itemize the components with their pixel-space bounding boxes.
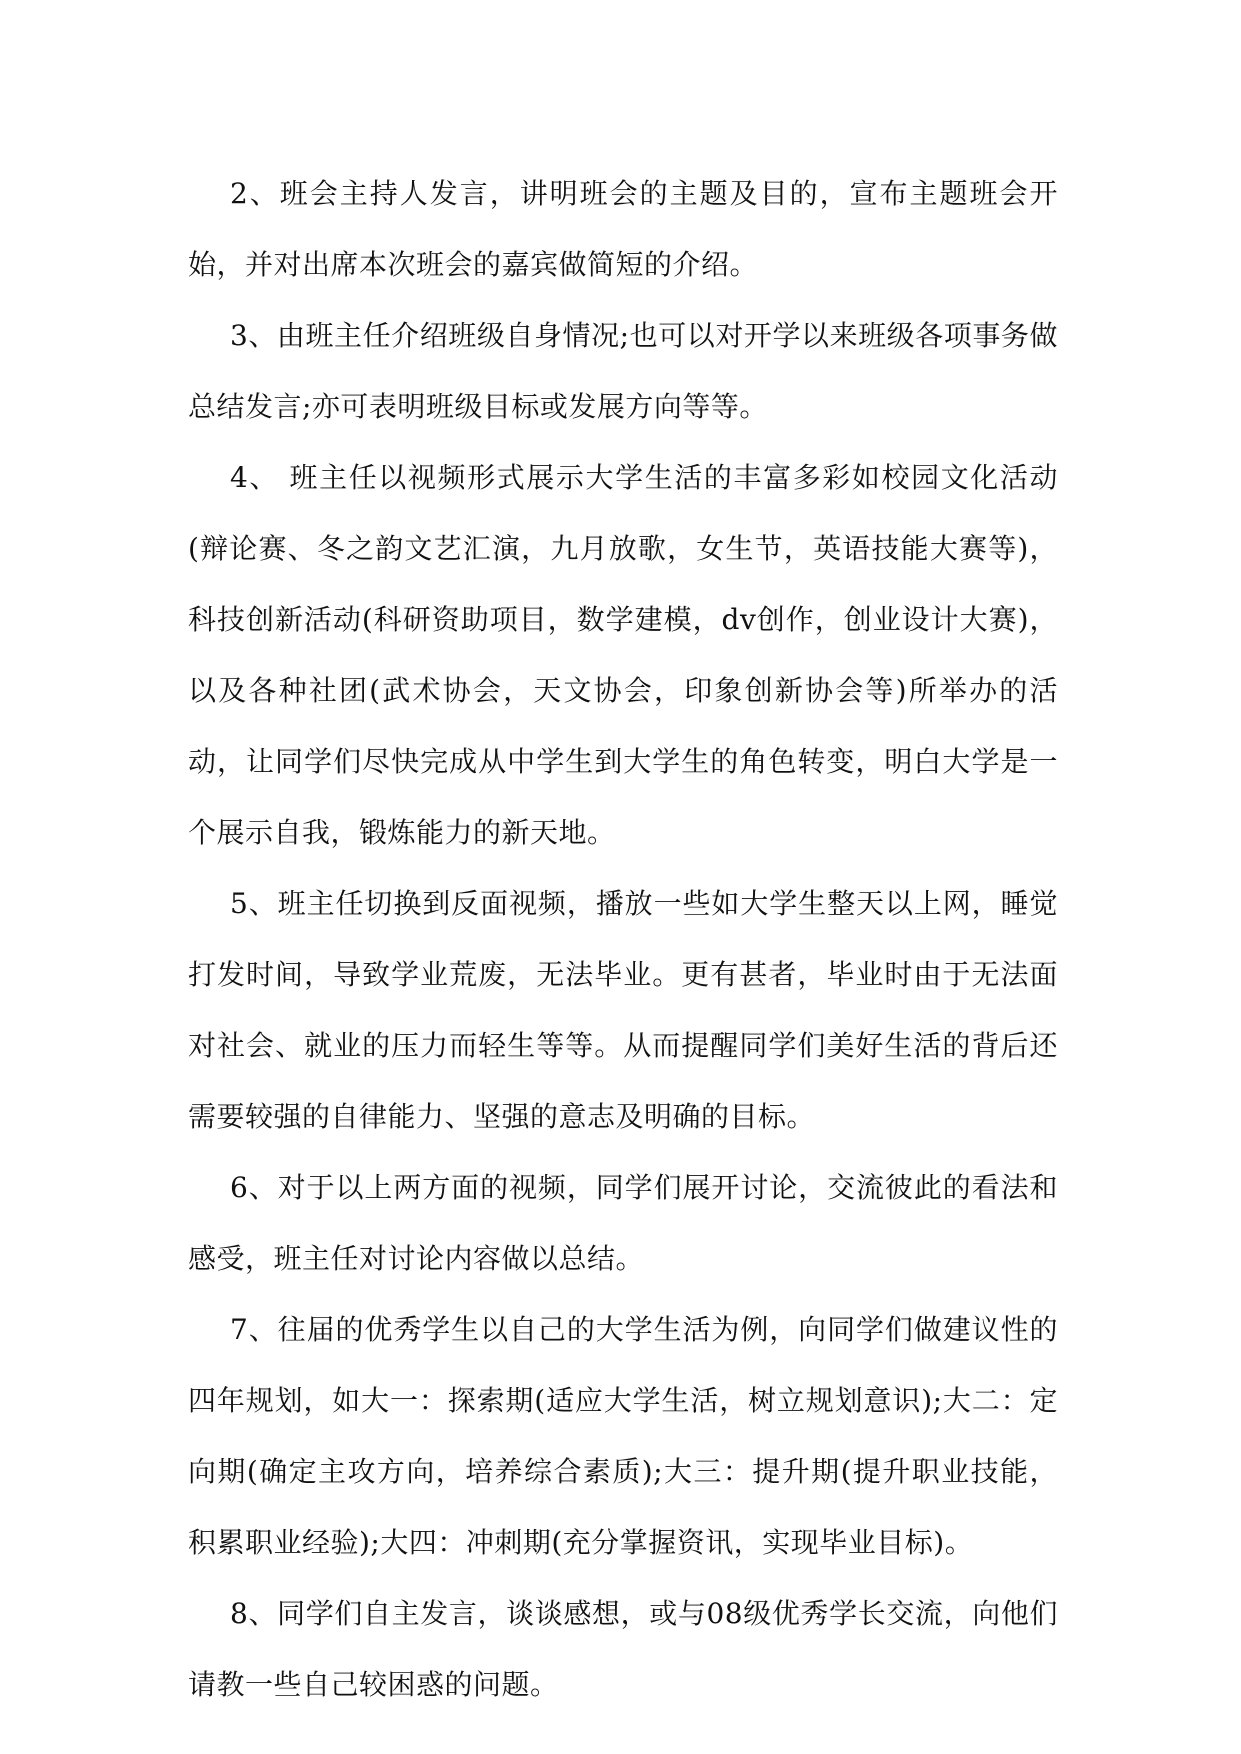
paragraph-item-4: 4、 班主任以视频形式展示大学生活的丰富多彩如校园文化活动(辩论赛、冬之韵文艺汇演，九月放歌，女生节，英语技能大赛等)，科技创新活动(科研资助项目，数学建模，dv创作，创业设计大赛)，以及各种社团(武术协会，天文协会，印象创新协会等)所举办的活动，让同学们尽快完成从中学生到大学生的角色转变，明白大学是一个展示自我，锻炼能力的新天地。	[188, 461, 1058, 849]
paragraph-item-5: 5、班主任切换到反面视频，播放一些如大学生整天以上网，睡觉打发时间，导致学业荒废，无法毕业。更有甚者，毕业时由于无法面对社会、就业的压力而轻生等等。从而提醒同学们美好生活的背后还需要较强的自律能力、坚强的意志及明确的目标。	[188, 887, 1058, 1133]
paragraph-item-8: 8、同学们自主发言，谈谈感想，或与08级优秀学长交流，向他们请教一些自己较困惑的问题。	[188, 1597, 1058, 1701]
paragraph-item-7: 7、往届的优秀学生以自己的大学生活为例，向同学们做建议性的四年规划，如大一：探索期(适应大学生活，树立规划意识);大二：定向期(确定主攻方向，培养综合素质);大三：提升期(提升职业技能，积累职业经验);大四：冲刺期(充分掌握资讯，实现毕业目标)。	[188, 1313, 1058, 1559]
document-body	[188, 158, 1058, 1720]
paragraph-item-2: 2、班会主持人发言，讲明班会的主题及目的，宣布主题班会开始，并对出席本次班会的嘉宾做简短的介绍。	[188, 177, 1058, 281]
paragraph-item-3: 3、由班主任介绍班级自身情况;也可以对开学以来班级各项事务做总结发言;亦可表明班级目标或发展方向等等。	[188, 319, 1058, 423]
paragraph-item-6: 6、对于以上两方面的视频，同学们展开讨论，交流彼此的看法和感受，班主任对讨论内容做以总结。	[188, 1171, 1058, 1275]
